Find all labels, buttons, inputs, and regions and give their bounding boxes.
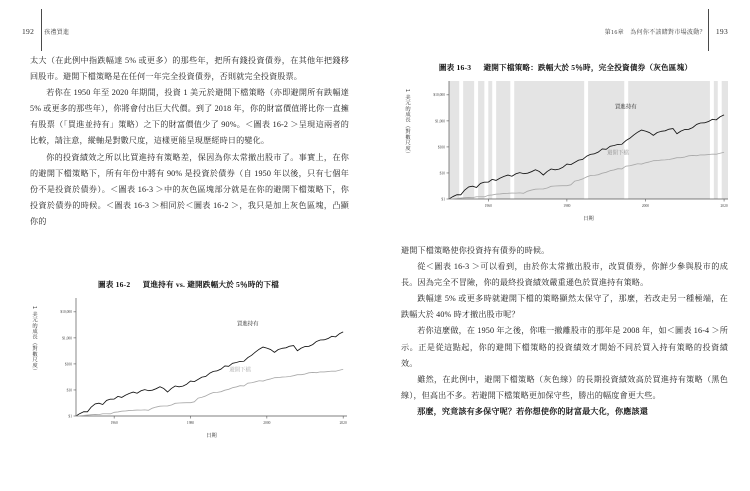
svg-text:$10,000: $10,000 (433, 93, 445, 98)
svg-text:$1: $1 (441, 197, 445, 202)
svg-text:$10: $10 (66, 388, 72, 393)
svg-text:1960: 1960 (484, 204, 492, 208)
paragraph: 避開下檔策略使你投資持有債券的時候。 (401, 246, 550, 255)
paragraph: 你的投資績效之所以比買進持有策略差，保因為你太常撤出股市了。事實上，在你的避開下檔策略下，所有年份中將有 90% 是投資於債券（自 1950 年以後，只有七個年份不是投資於債券）。＜圖表 16-3 ＞中的灰色區塊部分就是在你的避開下檔策略下，你投資於債券的時候。＜圖表 16-3 ＞相同於＜圖表 16-2 ＞，我只是加上灰色區塊，凸顯你的 (30, 152, 349, 226)
svg-text:日期: 日期 (583, 216, 594, 222)
paragraph: 跌幅達 5% 或更多時就避開下檔的策略顯然太保守了，那麼，若改走另一種極端，在跌幅大於 40% 時才撤出股市呢？ (401, 294, 728, 320)
svg-text:買進持有: 買進持有 (236, 321, 259, 328)
figure-16-2-caption-text: 買進持有 vs. 避開跌幅大於 5％時的下檔 (142, 280, 280, 289)
paragraph: 若你在 1950 年至 2020 年期間，投資 1 美元於避開下檔策略（亦即避開所有跌幅達 5% 或更多的那些年），你將會付出巨大代價。到了 2018 年，你的財富價值將比你一直擁有股票（「買進並持有」策略）之下的財富價值少了 90%。＜圖表 16-2 ＞呈現這兩者的比較，請注意，縱軸是對數尺度，這樣更能呈現歷經時日的變化。 (30, 88, 349, 146)
left-running-head (22, 27, 69, 36)
left-body-text (30, 53, 349, 230)
right-page (375, 0, 750, 491)
right-running-head (605, 27, 728, 36)
figure-16-3-y-axis-label: 1 美元的成長（對數尺度） (404, 89, 410, 157)
figure-16-2-number: 圖表 16-2 (97, 280, 131, 289)
figure-16-3-caption-text: 避開下檔策略：跌幅大於 5％時，完全投資債券（灰色區塊） (483, 63, 693, 72)
right-head-rule (708, 9, 709, 51)
svg-text:1980: 1980 (186, 421, 195, 425)
paragraph: 太大（在此例中指跌幅達 5% 或更多）的那些年，把所有錢投資債券，在其他年把錢移回股市。避開下檔策略是在任何一年完全投資債券，否則就完全投資股票。 (30, 56, 349, 82)
figure-16-3-svg (395, 79, 736, 229)
svg-text:1960: 1960 (110, 421, 118, 425)
paragraph: 雖然，在此例中，避開下檔策略（灰色線）的長期投資績效高於買進持有策略（黑色線），但高出不多。若避開下檔策略更加保守些，勝出的幅度會更大些。 (401, 374, 728, 400)
svg-text:$1,000: $1,000 (435, 119, 445, 124)
paragraph: 若你這麼做，在 1950 年之後，你唯一撤離股市的那年是 2008 年，如＜圖表 16-4 ＞所示。正是從這點起，你的避開下檔策略的投資績效才開始不同於買入持有策略的投資績效。 (401, 326, 728, 368)
svg-text:日期: 日期 (206, 433, 217, 439)
figure-16-3-number: 圖表 16-3 (438, 63, 472, 72)
svg-text:$1,000: $1,000 (62, 336, 72, 341)
figure-16-2-plot (22, 296, 355, 446)
figure-16-2-caption (22, 279, 355, 290)
svg-text:避開下檔: 避開下檔 (607, 150, 629, 157)
left-head-rule (41, 9, 42, 51)
svg-text:$1: $1 (68, 414, 72, 419)
left-folio: 192 (22, 27, 35, 36)
svg-text:2020: 2020 (339, 421, 347, 425)
svg-text:$10,000: $10,000 (60, 310, 72, 315)
svg-text:1980: 1980 (563, 204, 571, 208)
right-folio: 193 (715, 27, 728, 36)
svg-text:買進持有: 買進持有 (615, 104, 637, 111)
svg-text:$10: $10 (439, 171, 445, 176)
paragraph: 從＜圖表 16-3 ＞可以看到，由於你太常撤出股市，改買債券，你鮮少參與股市的成長。因為完全不冒險，你的最終投資績效嚴重遜色於買進持有策略。 (401, 262, 728, 288)
figure-16-2-svg (22, 296, 355, 446)
left-running-head-title: 孩禮買進 (44, 30, 70, 36)
right-running-head-title: 第16章 為何你不該賭對市場波動？ (604, 30, 706, 36)
right-body-text (401, 243, 728, 420)
figure-16-3 (395, 62, 736, 229)
figure-16-2-y-axis-label: 1 美元的成長（對數尺度） (31, 306, 37, 374)
paragraph: 那麼，究竟該有多保守呢？若你想使你的財富最大化，你應該還 (417, 406, 649, 416)
figure-16-3-caption (395, 62, 736, 73)
svg-text:$100: $100 (437, 145, 445, 150)
svg-text:$100: $100 (64, 362, 72, 367)
figure-16-3-plot (395, 79, 736, 229)
figure-16-2 (22, 279, 355, 446)
svg-text:避開下檔: 避開下檔 (229, 367, 251, 374)
svg-text:2020: 2020 (720, 204, 728, 208)
svg-text:2000: 2000 (641, 204, 650, 208)
svg-text:2000: 2000 (263, 421, 271, 425)
